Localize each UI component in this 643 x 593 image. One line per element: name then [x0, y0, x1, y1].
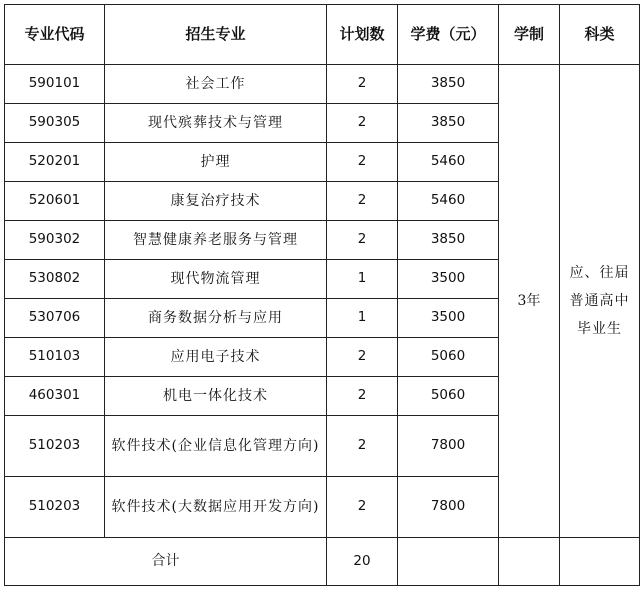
plan-count: 2: [327, 143, 398, 182]
major-name: 机电一体化技术: [105, 377, 327, 416]
major-code: 460301: [5, 377, 105, 416]
header-plan: 计划数: [327, 5, 398, 65]
header-fee: 学费（元）: [398, 5, 499, 65]
plan-count: 2: [327, 477, 398, 538]
major-code: 590302: [5, 221, 105, 260]
plan-count: 2: [327, 377, 398, 416]
major-code: 520601: [5, 182, 105, 221]
tuition-fee: 3850: [398, 221, 499, 260]
total-category-empty: [560, 538, 640, 586]
header-code: 专业代码: [5, 5, 105, 65]
tuition-fee: 5060: [398, 377, 499, 416]
plan-count: 2: [327, 338, 398, 377]
major-name: 现代物流管理: [105, 260, 327, 299]
tuition-fee: 3850: [398, 104, 499, 143]
tuition-fee: 3500: [398, 260, 499, 299]
plan-count: 2: [327, 182, 398, 221]
tuition-fee: 5460: [398, 182, 499, 221]
major-name: 社会工作: [105, 65, 327, 104]
plan-count: 2: [327, 221, 398, 260]
major-code: 530706: [5, 299, 105, 338]
tuition-fee: 3500: [398, 299, 499, 338]
major-code: 510103: [5, 338, 105, 377]
total-label: 合计: [5, 538, 327, 586]
plan-count: 1: [327, 299, 398, 338]
major-code: 510203: [5, 477, 105, 538]
total-plan: 20: [327, 538, 398, 586]
total-row: [5, 538, 640, 586]
header-row: [5, 5, 640, 65]
major-name: 现代殡葬技术与管理: [105, 104, 327, 143]
major-code: 520201: [5, 143, 105, 182]
major-name: 智慧健康养老服务与管理: [105, 221, 327, 260]
plan-count: 2: [327, 416, 398, 477]
major-name: 软件技术(企业信息化管理方向): [105, 416, 327, 477]
enrollment-table-wrapper: [4, 4, 640, 586]
major-name: 软件技术(大数据应用开发方向): [105, 477, 327, 538]
tuition-fee: 5060: [398, 338, 499, 377]
total-duration-empty: [499, 538, 560, 586]
plan-count: 2: [327, 65, 398, 104]
plan-count: 1: [327, 260, 398, 299]
header-duration: 学制: [499, 5, 560, 65]
major-code: 590101: [5, 65, 105, 104]
tuition-fee: 5460: [398, 143, 499, 182]
enrollment-plan-table: [4, 4, 640, 586]
plan-count: 2: [327, 104, 398, 143]
tuition-fee: 7800: [398, 477, 499, 538]
major-name: 康复治疗技术: [105, 182, 327, 221]
tuition-fee: 3850: [398, 65, 499, 104]
major-code: 530802: [5, 260, 105, 299]
major-name: 应用电子技术: [105, 338, 327, 377]
total-fee-empty: [398, 538, 499, 586]
category-cell: 应、往届普通高中毕业生: [560, 65, 640, 538]
duration-cell: 3年: [499, 65, 560, 538]
major-name: 商务数据分析与应用: [105, 299, 327, 338]
major-code: 510203: [5, 416, 105, 477]
major-code: 590305: [5, 104, 105, 143]
tuition-fee: 7800: [398, 416, 499, 477]
major-name: 护理: [105, 143, 327, 182]
table-row: [5, 65, 640, 104]
header-category: 科类: [560, 5, 640, 65]
header-major: 招生专业: [105, 5, 327, 65]
